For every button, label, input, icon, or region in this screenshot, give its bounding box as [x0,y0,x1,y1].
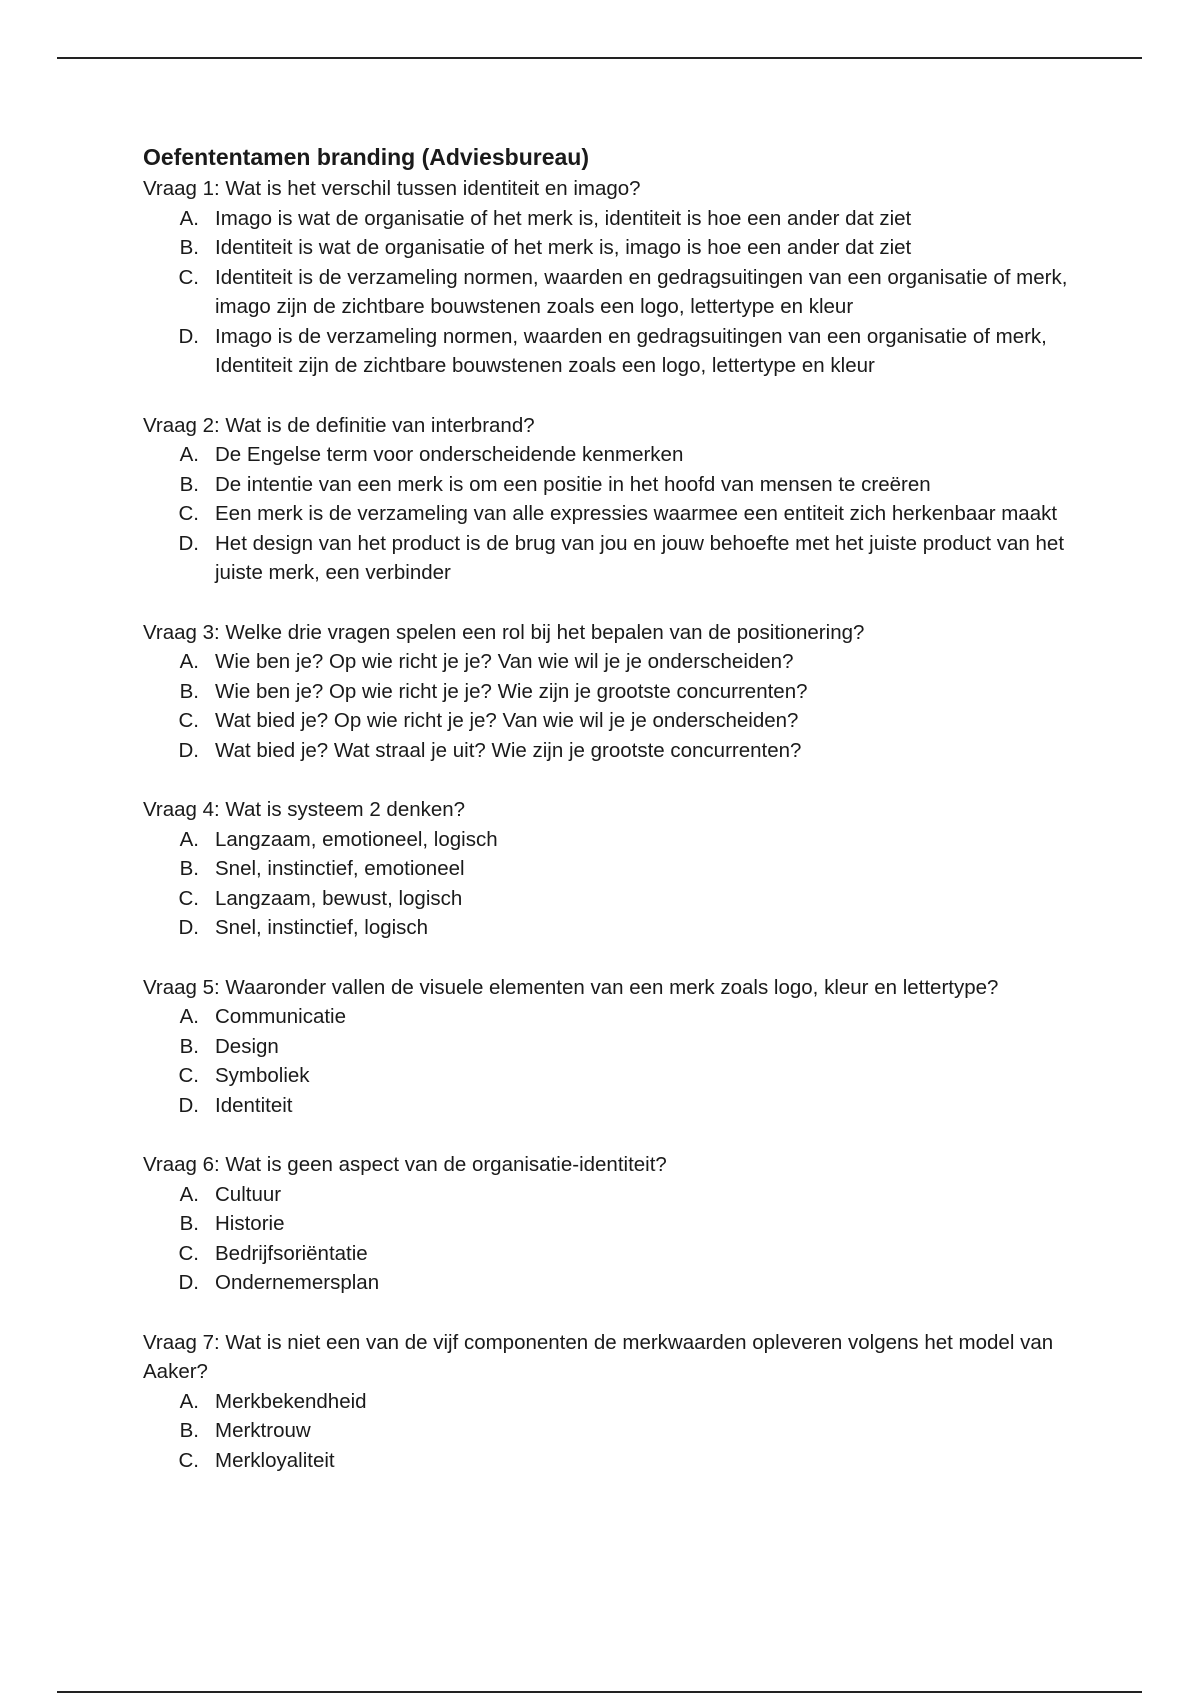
option-letter: C. [178,1064,199,1087]
question-6 [143,1150,1073,1298]
option-list [143,1180,1073,1298]
header-rule [57,57,1142,59]
option-letter: D. [178,738,199,762]
option-text: Wat bied je? Wat straal je uit? Wie zijn je grootste concurrenten? [215,738,802,762]
option-text: Design [215,1034,279,1058]
document-body [143,140,1073,1505]
option-item [143,1416,1073,1446]
question-3 [143,618,1073,766]
option-letter: A. [179,1389,199,1413]
option-text: De intentie van een merk is om een positie in het hoofd van mensen te creëren [215,472,931,496]
option-text: Identiteit is de verzameling normen, waarden en gedragsuitingen van een organisatie of merk, imago zijn de zichtbare bouwstenen zoals een logo, lettertype en kleur [215,265,1068,318]
option-item [143,1091,1073,1121]
option-letter: B. [179,236,199,259]
option-item [143,1180,1073,1210]
option-item [143,204,1073,234]
option-list [143,1002,1073,1120]
option-item [143,529,1073,588]
question-text: Vraag 2: Wat is de definitie van interbrand? [143,413,535,437]
option-item [143,677,1073,707]
option-text: Wat bied je? Op wie richt je je? Van wie wil je je onderscheiden? [215,709,799,732]
question-1 [143,174,1073,381]
option-item [143,263,1073,322]
option-text: Een merk is de verzameling van alle expressies waarmee een entiteit zich herkenbaar maakt [215,502,1058,525]
question-text: Vraag 5: Waaronder vallen de visuele elementen van een merk zoals logo, kleur en lettertype? [143,975,999,999]
option-letter: C. [178,709,199,732]
question-2 [143,411,1073,588]
option-list [143,1387,1073,1476]
question-5 [143,973,1073,1121]
option-item [143,1239,1073,1269]
option-item [143,706,1073,736]
option-text: Wie ben je? Op wie richt je je? Wie zijn je grootste concurrenten? [215,679,808,703]
question-text: Vraag 3: Welke drie vragen spelen een rol bij het bepalen van de positionering? [143,620,865,644]
option-text: Merkloyaliteit [215,1448,335,1472]
option-item [143,1387,1073,1417]
option-letter: D. [178,1093,199,1117]
option-text: Identiteit is wat de organisatie of het merk is, imago is hoe een ander dat ziet [215,236,912,259]
option-letter: A. [179,1005,199,1028]
option-letter: A. [179,1182,199,1206]
option-item [143,913,1073,943]
question-text: Vraag 4: Wat is systeem 2 denken? [143,798,466,821]
option-text: Imago is wat de organisatie of het merk is, identiteit is hoe een ander dat ziet [215,206,912,230]
option-letter: B. [179,1212,199,1235]
option-list [143,825,1073,943]
option-text: Bedrijfsoriëntatie [215,1241,368,1265]
option-letter: B. [179,857,199,880]
option-text: Het design van het product is de brug van jou en jouw behoefte met het juiste product van het juiste merk, een verbinder [215,531,1065,584]
option-list [143,204,1073,381]
option-text: De Engelse term voor onderscheidende kenmerken [215,443,684,466]
option-item [143,647,1073,677]
option-item [143,470,1073,500]
question-4 [143,795,1073,943]
document-title: Oefententamen branding (Adviesbureau) [143,144,590,170]
option-text: Historie [215,1212,285,1235]
footer-rule [57,1691,1142,1693]
question-7 [143,1328,1073,1476]
option-letter: D. [178,531,199,555]
option-text: Imago is de verzameling normen, waarden en gedragsuitingen van een organisatie of merk, Identiteit zijn de zichtbare bouwstenen zoals een logo, lettertype en kleur [215,324,1047,377]
option-item [143,233,1073,263]
option-text: Snel, instinctief, logisch [215,916,429,939]
option-text: Langzaam, bewust, logisch [215,886,463,910]
option-item [143,1268,1073,1298]
option-text: Wie ben je? Op wie richt je je? Van wie wil je je onderscheiden? [215,650,794,673]
option-text: Communicatie [215,1005,347,1028]
option-letter: D. [178,324,199,348]
option-item [143,1446,1073,1476]
option-letter: A. [179,827,199,851]
option-letter: A. [179,650,199,673]
question-text: Vraag 1: Wat is het verschil tussen identiteit en imago? [143,177,641,200]
option-letter: C. [178,886,199,910]
option-text: Ondernemersplan [215,1271,380,1294]
option-item [143,1209,1073,1239]
option-text: Merktrouw [215,1419,311,1442]
option-item [143,825,1073,855]
question-list [143,174,1073,1475]
option-item [143,499,1073,529]
option-text: Cultuur [215,1182,282,1206]
question-text: Vraag 6: Wat is geen aspect van de organisatie-identiteit? [143,1153,667,1176]
option-text: Merkbekendheid [215,1389,367,1413]
option-letter: C. [178,265,199,289]
option-list [143,440,1073,588]
option-item [143,884,1073,914]
option-item [143,1002,1073,1032]
option-letter: D. [178,1271,199,1294]
option-letter: B. [179,679,199,703]
option-item [143,854,1073,884]
option-text: Symboliek [215,1064,310,1087]
option-letter: A. [179,443,199,466]
option-item [143,1061,1073,1091]
option-letter: B. [179,1034,199,1058]
option-list [143,647,1073,765]
option-item [143,1032,1073,1062]
option-letter: B. [179,472,199,496]
option-letter: A. [179,206,199,230]
option-letter: C. [178,1448,199,1472]
option-letter: C. [178,502,199,525]
question-text: Vraag 7: Wat is niet een van de vijf componenten de merkwaarden opleveren volgens het model van Aaker? [143,1330,1054,1383]
option-item [143,440,1073,470]
option-letter: B. [179,1419,199,1442]
option-text: Langzaam, emotioneel, logisch [215,827,498,851]
option-text: Snel, instinctief, emotioneel [215,857,465,880]
option-item [143,322,1073,381]
option-item [143,736,1073,766]
option-letter: D. [178,916,199,939]
option-letter: C. [178,1241,199,1265]
option-text: Identiteit [215,1093,293,1117]
